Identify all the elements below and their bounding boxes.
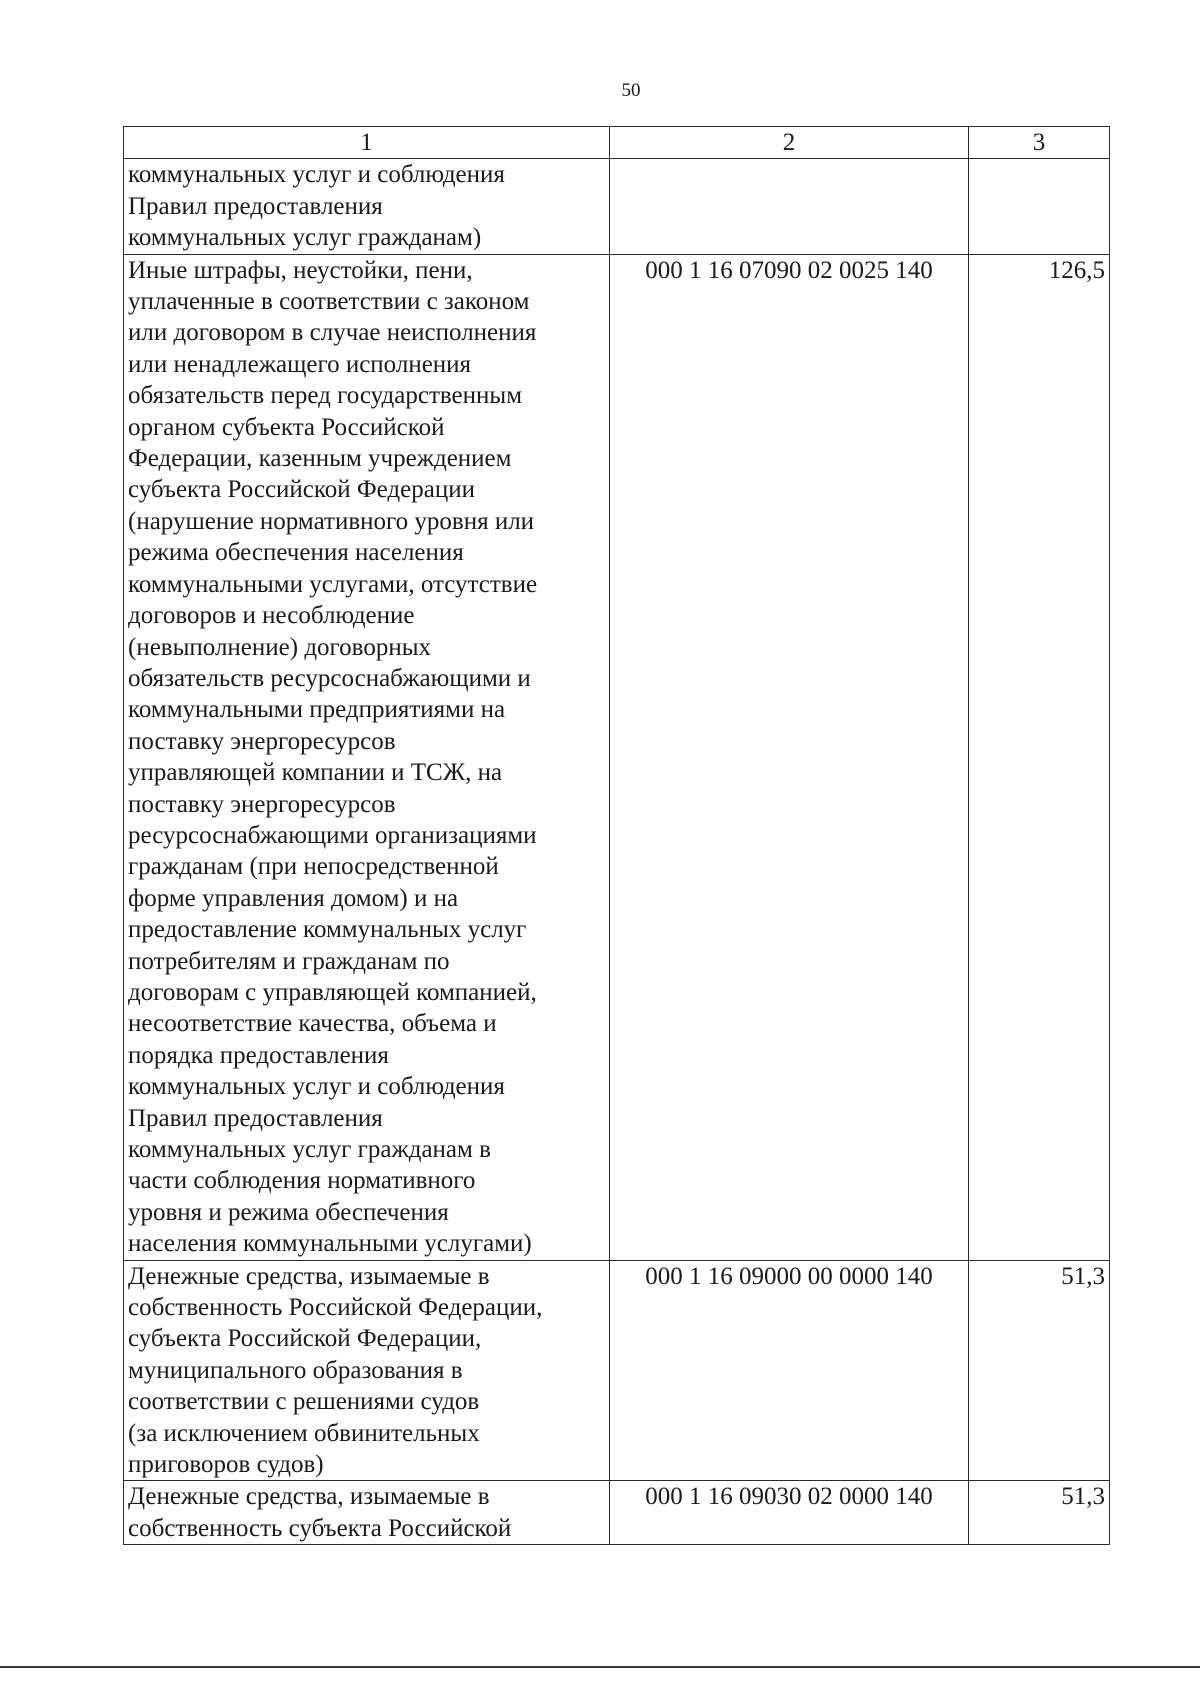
row-description: Денежные средства, изымаемые в собственность Российской Федерации, субъекта Российской Федерации, муниципального образования в соответствии с решениями судов (за исключением обвинительных приговоров судов)	[124, 1260, 610, 1481]
page-number: 50	[621, 80, 641, 101]
row-description: коммунальных услуг и соблюдения Правил предоставления коммунальных услуг гражданам)	[124, 159, 610, 254]
row-amount	[969, 159, 1110, 254]
table-row	[124, 254, 1110, 1260]
row-description: Денежные средства, изымаемые в собственность субъекта Российской	[124, 1481, 610, 1545]
row-amount: 51,3	[969, 1260, 1110, 1481]
table-header-row	[124, 127, 1110, 159]
table-row	[124, 1481, 1110, 1545]
budget-revenue-table	[123, 126, 1110, 1545]
header-column-1: 1	[124, 127, 610, 159]
table-row	[124, 1260, 1110, 1481]
row-budget-code: 000 1 16 09030 02 0000 140	[610, 1481, 969, 1545]
header-column-2: 2	[610, 127, 969, 159]
row-amount: 126,5	[969, 254, 1110, 1260]
page-bottom-rule	[0, 1666, 1200, 1668]
row-amount: 51,3	[969, 1481, 1110, 1545]
row-budget-code: 000 1 16 09000 00 0000 140	[610, 1260, 969, 1481]
row-budget-code: 000 1 16 07090 02 0025 140	[610, 254, 969, 1260]
table-row	[124, 159, 1110, 254]
row-budget-code	[610, 159, 969, 254]
row-description: Иные штрафы, неустойки, пени, уплаченные в соответствии с законом или договором в случае неисполнения или ненадлежащего исполнения обязательств перед государственным органом субъекта Российской Федерации, казенным учреждением субъекта Российской Федерации (нарушение нормативного уровня или режима обеспечения населения коммунальными услугами, отсутствие договоров и несоблюдение (невыполнение) договорных обязательств ресурсоснабжающими и коммунальными предприятиями на поставку энергоресурсов управляющей компании и ТСЖ, на поставку энергоресурсов ресурсоснабжающими организациями гражданам (при непосредственной форме управления домом) и на предоставление коммунальных услуг потребителям и гражданам по договорам с управляющей компанией, несоответствие качества, объема и порядка предоставления коммунальных услуг и соблюдения Правил предоставления коммунальных услуг гражданам в части соблюдения нормативного уровня и режима обеспечения населения коммунальными услугами)	[124, 254, 610, 1260]
header-column-3: 3	[969, 127, 1110, 159]
